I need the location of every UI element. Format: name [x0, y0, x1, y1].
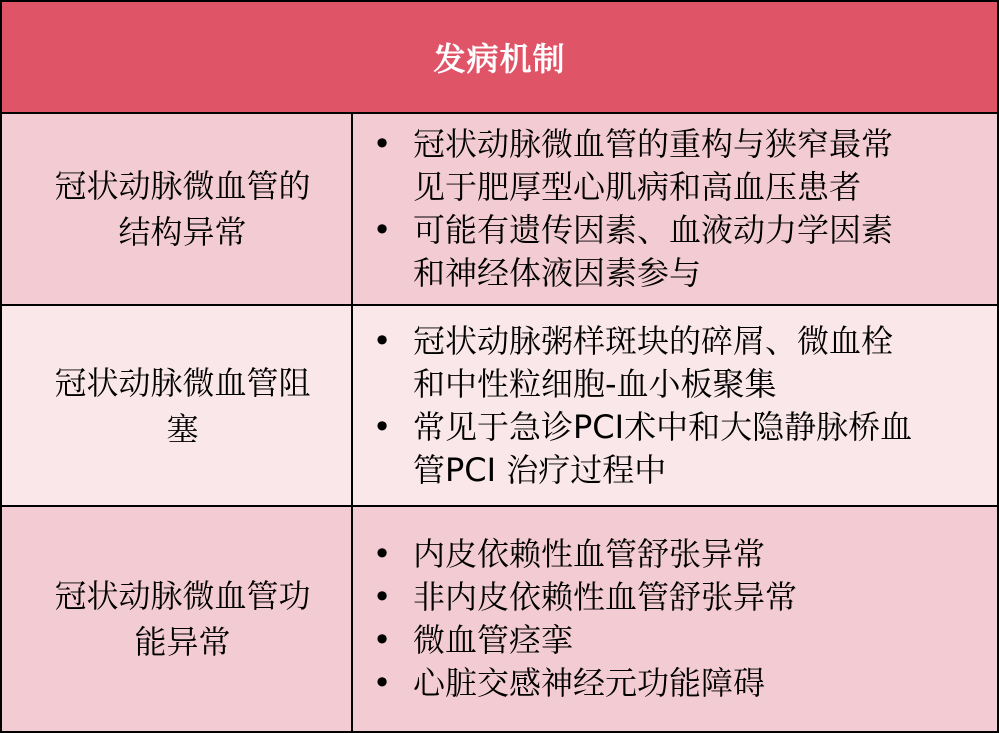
bullet-list	[367, 533, 985, 705]
list-item	[367, 123, 985, 209]
row-label-line: 结构异常	[118, 213, 247, 251]
table-header	[2, 2, 997, 114]
list-item-line: 微血管痉挛	[413, 621, 574, 659]
list-item-line: 常见于急诊PCI术中和大隐静脉桥血	[413, 407, 913, 446]
row-label	[34, 163, 331, 255]
bullet-list	[367, 320, 985, 492]
row-label-cell	[2, 114, 353, 304]
row-label-cell	[2, 306, 353, 505]
bullet-list	[367, 123, 985, 295]
list-item-line: 见于肥厚型心肌病和高血压患者	[413, 168, 862, 206]
table-row	[2, 306, 997, 507]
list-item-line: 内皮依赖性血管舒张异常	[413, 535, 766, 573]
list-item-line: 冠状动脉微血管的重构与狭窄最常	[413, 125, 894, 163]
list-item	[367, 533, 985, 576]
list-item	[367, 619, 985, 662]
list-item-line: 可能有遗传因素、血液动力学因素	[413, 211, 894, 249]
row-detail-cell	[353, 114, 997, 304]
row-label-cell	[2, 507, 353, 731]
list-item-line: 心脏交感神经元功能障碍	[413, 664, 766, 702]
row-label-line: 冠状动脉微血管阻	[54, 363, 311, 402]
list-item	[367, 320, 985, 406]
bullet-icon: •	[372, 321, 392, 360]
bullet-icon: •	[372, 535, 392, 573]
list-item-line: 和神经体液因素参与	[413, 254, 702, 292]
list-item	[367, 662, 985, 705]
row-detail-cell	[353, 507, 997, 731]
bullet-icon: •	[372, 211, 392, 249]
list-item-line: 冠状动脉粥样斑块的碎屑、微血栓	[413, 321, 894, 360]
list-item-line: 和中性粒细胞-血小板聚集	[413, 364, 777, 403]
list-item-line: 非内皮依赖性血管舒张异常	[413, 578, 798, 616]
bullet-icon: •	[372, 621, 392, 659]
bullet-icon: •	[372, 407, 392, 446]
row-label-line: 塞	[166, 409, 199, 448]
row-label-line: 冠状动脉微血管功	[54, 577, 311, 615]
table-title: 发病机制	[433, 40, 566, 78]
list-item-line: 管PCI 治疗过程中	[413, 450, 667, 489]
row-detail-cell	[353, 306, 997, 505]
table-row	[2, 507, 997, 731]
row-label	[34, 573, 331, 665]
list-item	[367, 576, 985, 619]
bullet-icon: •	[372, 125, 392, 163]
row-label-line: 冠状动脉微血管的	[54, 167, 311, 205]
list-item	[367, 209, 985, 295]
row-label	[34, 360, 331, 452]
bullet-icon: •	[372, 578, 392, 616]
list-item	[367, 406, 985, 492]
bullet-icon: •	[372, 664, 392, 702]
table-row	[2, 114, 997, 306]
row-label-line: 能异常	[134, 623, 231, 661]
